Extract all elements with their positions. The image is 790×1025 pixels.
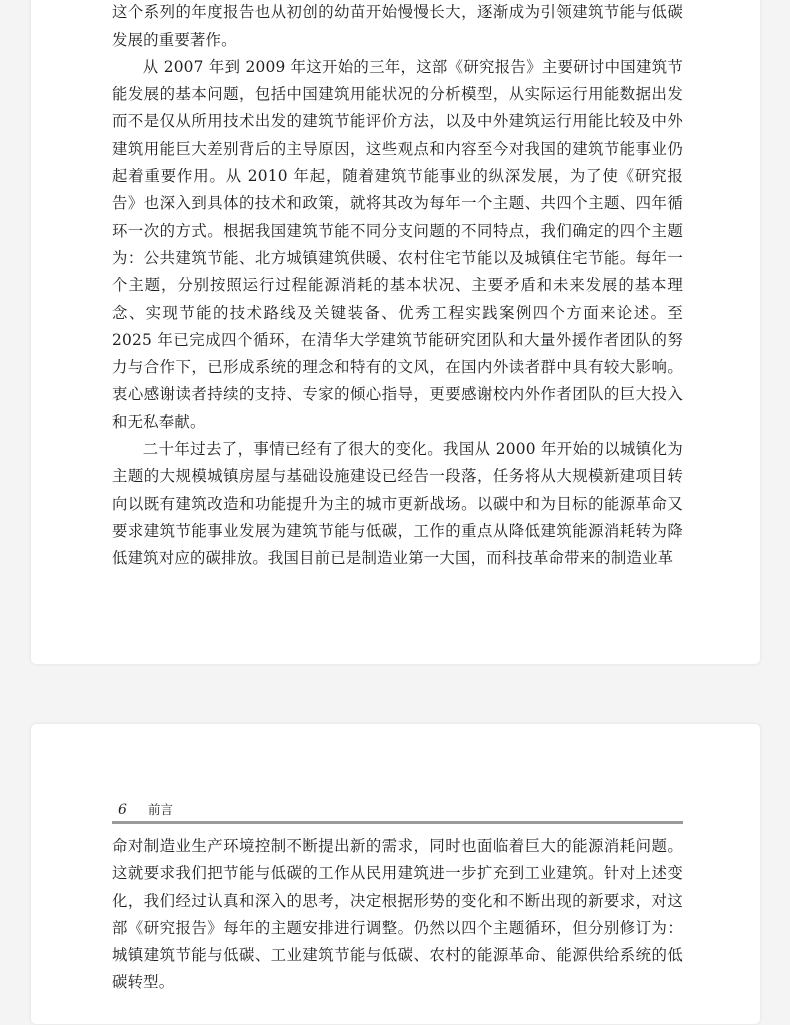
paragraph-2: 从 2007 年到 2009 年这开始的三年，这部《研究报告》主要研讨中国建筑节能发展的基本问题，包括中国建筑用能状况的分析模型，从实际运行用能数据出发而不是仅从所用技术出发的建筑节能评价方法，以及中外建筑运行用能比较及中外建筑用能巨大差别背后的主导原因，这些观点和内容至今对我国的建筑节能事业仍起着重要作用。从 2010 年起，随着建筑节能事业的纵深发展，为了使《研究报告》也深入到具体的技术和政策，就将其改为每年一个主题、共四个主题、四年循环一次的方式。根据我国建筑节能不同分支问题的不同特点，我们确定的四个主题为：公共建筑节能、北方城镇建筑供暖、农村住宅节能以及城镇住宅节能。每年一个主题，分别按照运行过程能源消耗的基本状况、主要矛盾和未来发展的基本理念、实现节能的技术路线及关键装备、优秀工程实践案例四个方面来论述。至 2025 年已完成四个循环，在清华大学建筑节能研究团队和大量外援作者团队的努力与合作下，已形成系统的理念和特有的文风，在国内外读者群中具有较大影响。衷心感谢读者持续的支持、专家的倾心指导，更要感谢校内外作者团队的巨大投入和无私奉献。	[112, 57, 683, 431]
paragraph-3: 二十年过去了，事情已经有了很大的变化。我国从 2000 年开始的以城镇化为主题的大规模城镇房屋与基础设施建设已经告一段落，任务将从大规模新建项目转向以既有建筑改造和功能提升为主的城市更新战场。以碳中和为目标的能源革命又要求建筑节能事业发展为建筑节能与低碳，工作的重点从降低建筑能源消耗转为降低建筑对应的碳排放。我国目前已是制造业第一大国，而科技革命带来的制造业革	[112, 440, 683, 568]
document-page-1	[30, 0, 761, 665]
page-2-body	[112, 833, 683, 997]
header-rule	[112, 821, 683, 824]
page-number: 6	[118, 802, 127, 818]
running-header	[112, 800, 683, 820]
paragraph-4: 命对制造业生产环境控制不断提出新的需求，同时也面临着巨大的能源消耗问题。这就要求我们把节能与低碳的工作从民用建筑进一步扩充到工业建筑。针对上述变化，我们经过认真和深入的思考，决定根据形势的变化和不断出现的新要求，对这部《研究报告》每年的主题安排进行调整。仍然以四个主题循环，但分别修订为：城镇建筑节能与低碳、工业建筑节能与低碳、农村的能源革命、能源供给系统的低碳转型。	[112, 837, 683, 992]
paragraph-1: 这个系列的年度报告也从初创的幼苗开始慢慢长大，逐渐成为引领建筑节能与低碳发展的重要著作。	[112, 3, 683, 49]
page-1-body	[112, 0, 683, 573]
document-page-2	[30, 723, 761, 1025]
running-header-title: 前言	[148, 802, 174, 817]
